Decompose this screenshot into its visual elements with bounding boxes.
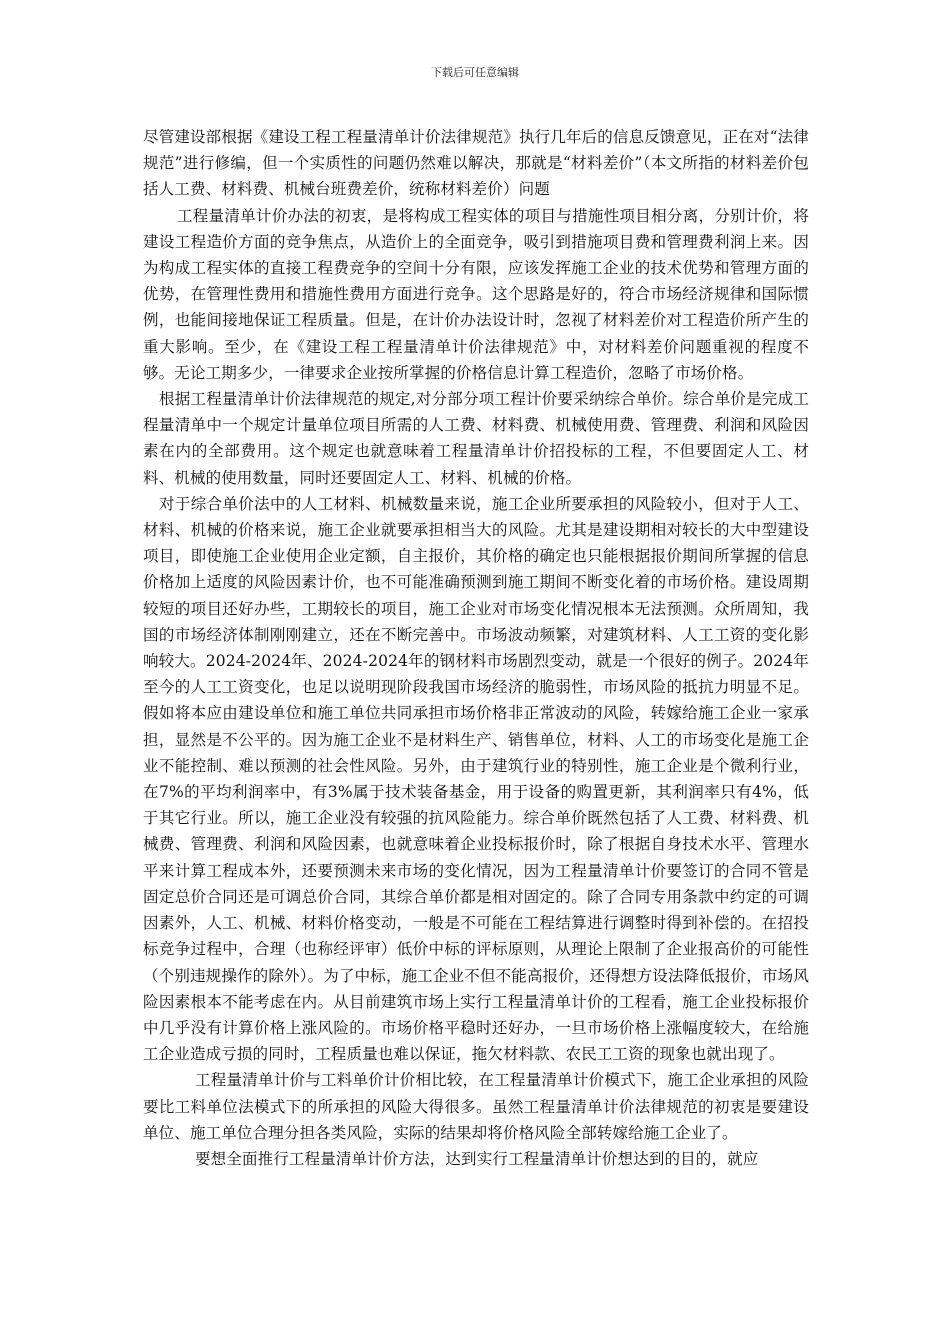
page-header: 下载后可任意编辑 [431,66,519,79]
paragraph-comprehensive-unit-price: 根据工程量清单计价法律规范的规定,对分部分项工程计价要采纳综合单价。综合单价是完成工程量清单中一个规定计量单位项目所需的人工费、材料费、机械使用费、管理费、利润和风险因素在内的全部费用。这个规定也就意味着工程量清单计价招投标的工程，不但要固定人工、材料、机械的使用数量，同时还要固定人工、材料、机械的价格。 [143,390,809,487]
document-body [143,124,809,1172]
paragraph-intro: 尽管建设部根据《建设工程工程量清单计价法律规范》执行几年后的信息反馈意见，正在对“法律规范”进行修编，但一个实质性的问题仍然难以解决，那就是“材料差价”（本文所指的材料差价包括人工费、材料费、机械台班费差价，统称材料差价）问题 [143,128,809,199]
paragraph-comparison: 工程量清单计价与工料单价计价相比较，在工程量清单计价模式下，施工企业承担的风险要比工料单位法模式下的所承担的风险大得很多。虽然工程量清单计价法律规范的初衷是要建设单位、施工单位合理分担各类风险，实际的结果却将价格风险全部转嫁给施工企业了。 [143,1071,809,1142]
paragraph-conclusion-start: 要想全面推行工程量清单计价方法，达到实行工程量清单计价想达到的目的，就应 [195,1149,759,1168]
paragraph-original-intent: 工程量清单计价办法的初衷，是将构成工程实体的项目与措施性项目相分离，分别计价，将建设工程造价方面的竞争焦点，从造价上的全面竞争，吸引到措施项目费和管理费利润上来。因为构成工程实体的直接工程费竞争的空间十分有限，应该发挥施工企业的技术优势和管理方面的优势，在管理性费用和措施性费用方面进行竞争。这个思路是好的，符合市场经济规律和国际惯例，也能间接地保证工程质量。但是，在计价办法设计时，忽视了材料差价对工程造价所产生的重大影响。至少，在《建设工程工程量清单计价法律规范》中，对材料差价问题重视的程度不够。无论工期多少，一律要求企业按所掌握的价格信息计算工程造价，忽略了市场价格。 [143,206,809,382]
paragraph-risk-analysis: 对于综合单价法中的人工材料、机械数量来说，施工企业所要承担的风险较小，但对于人工、材料、机械的价格来说，施工企业就要承担相当大的风险。尤其是建设期相对较长的大中型建设项目，即使施工企业使用企业定额，自主报价，其价格的确定也只能根据报价期间所掌握的信息价格加上适度的风险因素计价，也不可能准确预测到施工期间不断变化着的市场价格。建设周期较短的项目还好办些，工期较长的项目，施工企业对市场变化情况根本无法预测。众所周知，我国的市场经济体制刚刚建立，还在不断完善中。市场波动频繁，对建筑材料、人工工资的变化影响较大。2024-2024年、2024-2024年的钢材料市场剧烈变动，就是一个很好的例子。2024年至今的人工工资变化，也足以说明现阶段我国市场经济的脆弱性，市场风险的抵抗力明显不足。假如将本应由建设单位和施工单位共同承担市场价格非正常波动的风险，转嫁给施工企业一家承担，显然是不公平的。因为施工企业不是材料生产、销售单位，材料、人工的市场变化是施工企业不能控制、难以预测的社会性风险。另外，由于建筑行业的特别性，施工企业是个微利行业，在7%的平均利润率中，有3%属于技术装备基金，用于设备的购置更新，其利润率只有4%，低于其它行业。所以，施工企业没有较强的抗风险能力。综合单价既然包括了人工费、材料费、机械费、管理费、利润和风险因素，也就意味着企业投标报价时，除了根据自身技术水平、管理水平来计算工程成本外，还要预测未来市场的变化情况，因为工程量清单计价要签订的合同不管是固定总价合同还是可调总价合同，其综合单价都是相对固定的。除了合同专用条款中约定的可调因素外，人工、机械、材料价格变动，一般是不可能在工程结算进行调整时得到补偿的。在招投标竞争过程中，合理（也称经评审）低价中标的评标原则，从理论上限制了企业报高价的可能性（个别违规操作的除外）。为了中标，施工企业不但不能高报价，还得想方设法降低报价，市场风险因素根本不能考虑在内。从目前建筑市场上实行工程量清单计价的工程看，施工企业投标报价中几乎没有计算价格上涨风险的。市场价格平稳时还好办，一旦市场价格上涨幅度较大，在给施工企业造成亏损的同时，工程质量也难以保证，拖欠材料款、农民工工资的现象也就出现了。 [143,494,809,1064]
